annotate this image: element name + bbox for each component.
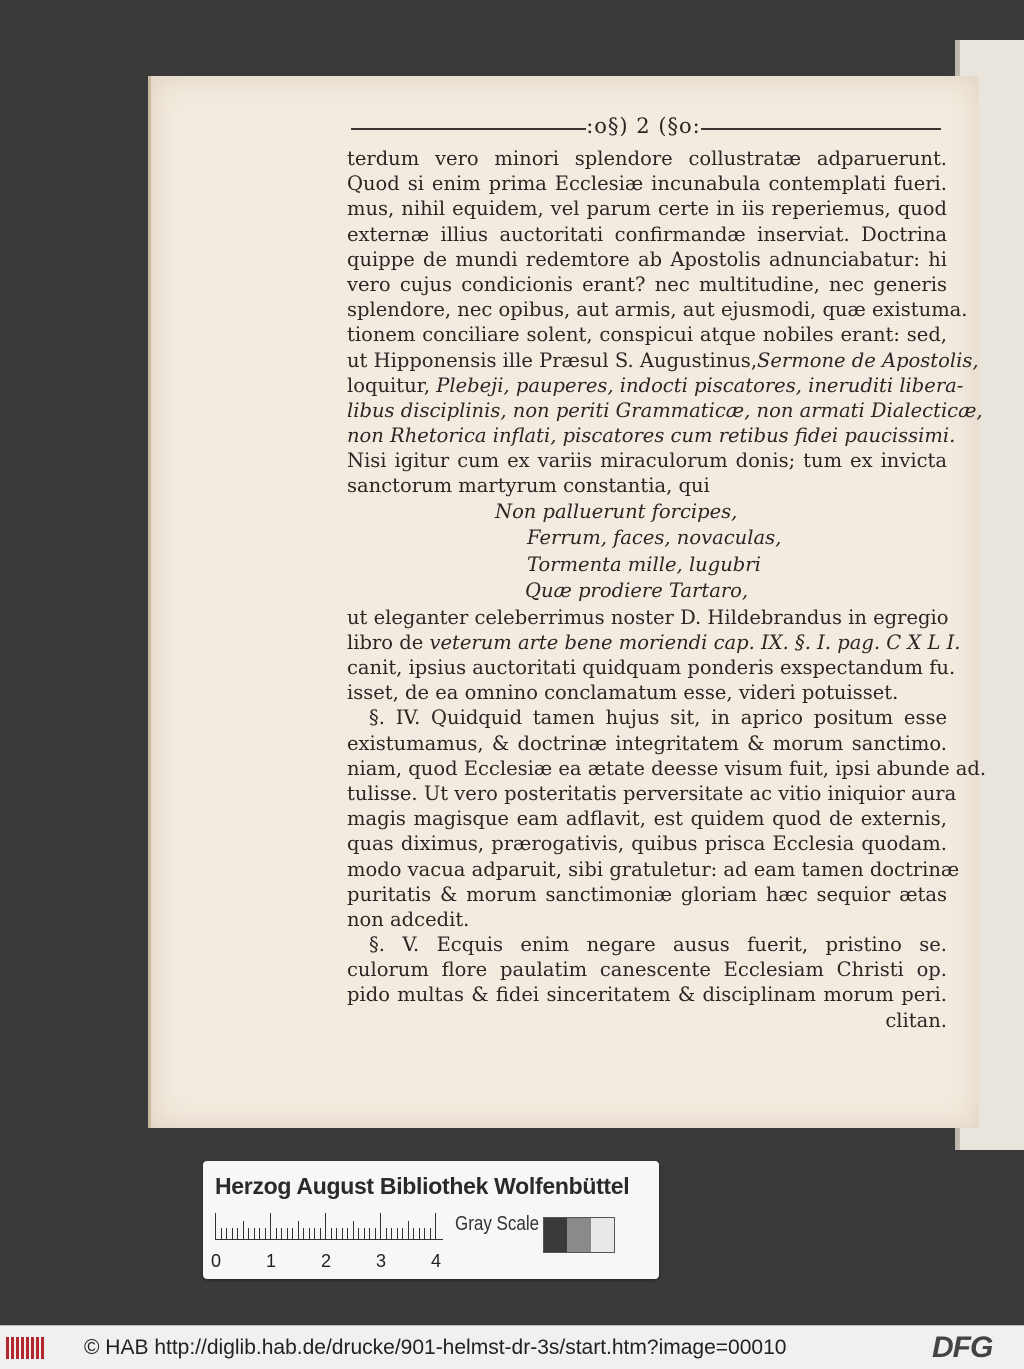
ruler-tick [391,1228,392,1239]
text-line [347,630,961,655]
text-line: tionem conciliare solent, conspicui atque nobiles erant: sed, [347,323,947,347]
ruler-tick [380,1213,381,1239]
text-line: canit, ipsius auctoritati quidquam ponderis exspectandum fu. [347,656,956,679]
text-run: ut Hipponensis ille Præsul S. Augustinus, [347,348,758,372]
ruler-tick [237,1228,238,1239]
text-line: non adcedit. [347,907,470,931]
text-line: quippe de mundi redemtore ab Apostolis adnunciabatur: hi [347,247,947,271]
ruler-tick [430,1228,431,1239]
gray-swatches [543,1217,615,1253]
text-line: §. IV. Quidquid tamen hujus sit, in aprico positum esse [369,706,947,730]
text-line: puritatis & morum sanctimoniæ gloriam hæc sequior ætas [347,882,947,906]
text-line: culorum flore paulatim canescente Ecclesiam Christi op. [347,958,947,982]
ruler-tick [265,1228,266,1239]
ruler-tick [413,1228,414,1239]
text-run: loquitur, [347,373,431,397]
ruler-tick [320,1228,321,1239]
ruler-tick [314,1228,315,1239]
ruler-label: 4 [431,1251,442,1271]
text-line: magis magisque eam adflavit, est quidem quod de externis, [347,807,947,831]
text-line: isset, de ea omnino conclamatum esse, videri potuisset. [347,681,899,705]
swatch-mid [567,1218,590,1252]
text-line: tulisse. Ut vero posteritatis perversitate ac vitio iniquior aura [347,781,957,805]
ruler-tick [375,1228,376,1239]
ruler-tick [232,1228,233,1239]
ruler-label: 0 [211,1251,222,1271]
text-line: vero cujus condicionis erant? nec multitudine, nec generis [347,272,947,296]
page-number: :o§) 2 (§o: [586,114,701,138]
text-run: libro de [347,630,424,654]
ruler-tick [325,1213,326,1239]
head-rule-right [701,128,941,130]
ruler-tick [287,1228,288,1239]
swatch-dark [544,1218,567,1252]
ruler-tick [364,1228,365,1239]
ruler-tick [386,1228,387,1239]
ruler-tick [215,1213,216,1239]
text-line: quas diximus, prærogativis, quibus prisca Ecclesia quodam. [347,832,947,856]
verse-line: Tormenta mille, lugubri [527,552,761,576]
quote-italic: libus disciplinis, non periti Grammaticæ, non armati Dialecticæ, [347,398,983,422]
ruler-tick [298,1221,299,1239]
ruler-tick [347,1228,348,1239]
ruler-tick [221,1228,222,1239]
color-calibration-card [203,1161,659,1279]
ruler-tick [424,1228,425,1239]
ruler-tick [402,1228,403,1239]
text-line: mus, nihil equidem, vel parum certe in iis reperiemus, quod [347,197,947,221]
text-line: §. V. Ecquis enim negare ausus fuerit, pristino se. [369,933,947,957]
verse-line: Quæ prodiere Tartaro, [525,579,749,603]
hab-logo-icon [6,1335,46,1361]
text-line: existumamus, & doctrinæ integritatem & morum sanctimo. [347,731,947,755]
text-line [347,348,979,373]
text-line: sanctorum martyrum constantia, qui [347,474,710,498]
swatch-light [591,1218,614,1252]
footer-bar [0,1325,1024,1369]
quote-italic: Plebeji, pauperes, indocti piscatores, ineruditi libera- [436,373,964,397]
verse-line: Non palluerunt forcipes, [495,499,738,523]
text-line: splendore, nec opibus, aut armis, aut ejusmodi, quæ existuma. [347,298,968,322]
ruler-tick [270,1213,271,1239]
citation-italic: veterum arte bene moriendi cap. IX. §. I. pag. C X L I. [429,630,961,654]
citation-italic: Sermone de Apostolis, [757,348,979,372]
gray-scale-label: Gray Scale [455,1213,540,1235]
head-rule-left [351,128,586,130]
copyright-url[interactable]: © HAB http://diglib.hab.de/drucke/901-helmst-dr-3s/start.htm?image=00010 [84,1336,787,1359]
text-line [347,373,964,398]
running-head [351,114,941,142]
ruler-tick [254,1228,255,1239]
text-line: pido multas & fidei sinceritatem & disciplinam morum peri. [347,983,947,1007]
ruler-label: 3 [376,1251,387,1271]
ruler-tick [342,1228,343,1239]
text-line [347,423,956,448]
text-line [347,398,983,423]
ruler-tick [281,1228,282,1239]
ruler-tick [331,1228,332,1239]
ruler-label: 1 [266,1251,277,1271]
text-line: ut eleganter celeberrimus noster D. Hildebrandus in egregio [347,605,949,629]
verse-line: Ferrum, faces, novaculas, [527,526,782,550]
quote-italic: non Rhetorica inflati, piscatores cum retibus fidei paucissimi. [347,424,956,448]
ruler-tick [276,1228,277,1239]
ruler-tick [259,1228,260,1239]
catchword: clitan. [885,1008,947,1032]
ruler-tick [309,1228,310,1239]
ruler-tick [243,1221,244,1239]
text-line: Nisi igitur cum ex variis miraculorum donis; tum ex invicta [347,449,947,473]
body-text [347,146,987,1033]
ruler-tick [435,1213,436,1239]
ruler-tick [226,1228,227,1239]
text-line: externæ illius auctoritati confirmandæ inserviat. Doctrina [347,222,947,246]
ruler-tick [408,1221,409,1239]
text-line: modo vacua adparuit, sibi gratuletur: ad eam tamen doctrinæ [347,857,960,881]
ruler-tick [353,1221,354,1239]
ruler-tick [303,1228,304,1239]
ruler-label: 2 [321,1251,332,1271]
dfg-logo: DFG [932,1331,993,1364]
ruler-tick [369,1228,370,1239]
ruler-tick [419,1228,420,1239]
book-page [148,76,987,1128]
text-line: Quod si enim prima Ecclesiæ incunabula contemplati fueri. [347,172,947,196]
ruler-tick [292,1228,293,1239]
ruler-tick [248,1228,249,1239]
text-line: niam, quod Ecclesiæ ea ætate deesse visum fuit, ipsi abunde ad. [347,756,987,780]
library-name: Herzog August Bibliothek Wolfenbüttel [215,1173,630,1199]
ruler-tick [397,1228,398,1239]
text-line: terdum vero minori splendore collustratæ adparuerunt. [347,147,947,170]
ruler-tick [336,1228,337,1239]
cm-ruler [215,1213,443,1240]
ruler-tick [358,1228,359,1239]
